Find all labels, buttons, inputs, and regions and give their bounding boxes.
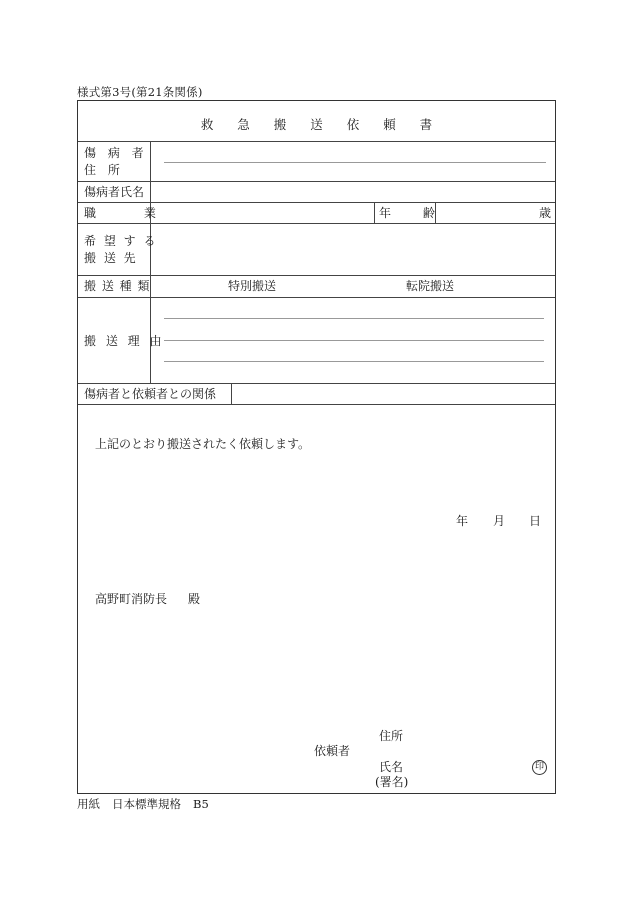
requester-address-label: 住所 (379, 729, 404, 743)
patient-address-label (84, 146, 146, 177)
transport-option-special[interactable]: 特別搬送 (228, 279, 277, 293)
relationship-label: 傷病者と依頼者との関係 (84, 387, 217, 401)
age-label-divider-left (374, 202, 375, 223)
patient-address-field[interactable] (164, 162, 546, 163)
addressee: 高野町消防長 (95, 592, 168, 606)
signature-note: (署名) (375, 775, 409, 789)
form-title: 救 急 搬 送 依 頼 書 (200, 117, 443, 132)
destination-label-line1: 希 望 す る (84, 234, 158, 248)
relationship-field[interactable] (233, 385, 553, 403)
requester-label: 依頼者 (314, 744, 351, 758)
transport-option-transfer[interactable]: 転院搬送 (406, 279, 455, 293)
reason-line-1[interactable] (164, 318, 544, 319)
date-year-unit: 年 (456, 514, 469, 528)
reason-line-2[interactable] (164, 340, 544, 341)
age-field[interactable] (437, 204, 537, 222)
reason-label: 搬 送 理 由 (84, 334, 165, 348)
patient-name-label: 傷病者氏名 (84, 185, 145, 199)
addressee-honorific: 殿 (188, 592, 201, 606)
footer-size: B5 (193, 797, 209, 811)
relationship-divider (231, 383, 232, 404)
occupation-label: 職 業 (84, 206, 178, 220)
reason-line-3[interactable] (164, 361, 544, 362)
occupation-field[interactable] (152, 204, 372, 222)
age-unit: 歳 (539, 206, 552, 220)
transport-request-form (77, 100, 556, 794)
seal-mark: 印 (532, 760, 547, 775)
paper-spec-footer (77, 796, 221, 812)
requester-name-label: 氏名 (379, 760, 404, 774)
footer-standard: 日本標準規格 (112, 797, 181, 811)
form-number-caption: 様式第3号(第21条関係) (77, 85, 203, 99)
date-day-unit: 日 (529, 514, 542, 528)
patient-address-label-line1: 傷 病 者 (84, 146, 148, 160)
footer-paper: 用紙 (77, 797, 100, 811)
request-statement: 上記のとおり搬送されたく依頼します。 (95, 437, 311, 451)
age-label: 年 齢 (379, 206, 449, 220)
destination-label (84, 234, 157, 265)
patient-address-label-line2: 住 所 (84, 163, 124, 177)
row-divider (78, 404, 555, 405)
patient-name-field[interactable] (152, 183, 554, 201)
transport-type-label: 搬 送 種 類 (84, 279, 151, 293)
date-month-unit: 月 (493, 514, 506, 528)
destination-label-line2: 搬 送 先 (84, 251, 138, 265)
destination-field[interactable] (152, 225, 554, 274)
